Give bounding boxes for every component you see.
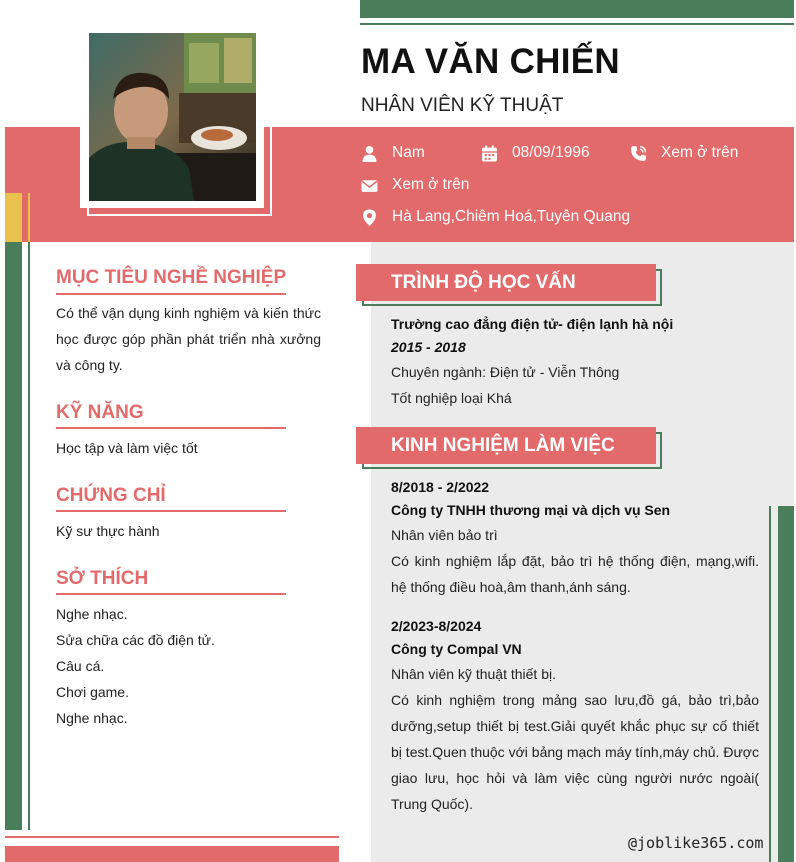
skills-rule xyxy=(56,427,286,429)
contact-email xyxy=(361,176,469,194)
job-title: NHÂN VIÊN KỸ THUẬT xyxy=(361,95,564,116)
phone-icon xyxy=(630,145,647,162)
contact-birthday xyxy=(481,144,590,162)
watermark: @joblike365.com xyxy=(628,834,764,852)
job-position: Nhân viên kỹ thuật thiết bị. xyxy=(391,666,556,682)
job-period: 8/2018 - 2/2022 xyxy=(391,479,490,495)
certificates-text: Kỹ sư thực hành xyxy=(56,523,160,539)
hobbies-rule xyxy=(56,593,286,595)
certificates-heading: CHỨNG CHỈ xyxy=(56,485,166,506)
left-green-bar xyxy=(5,242,22,830)
top-green-line xyxy=(360,23,794,25)
candidate-name: MA VĂN CHIẾN xyxy=(361,42,620,81)
job-description: Có kinh nghiệm lắp đặt, bảo trì hệ thống điện, mạng,wifi. hệ thống điều hoà,âm thanh,ánh sáng. xyxy=(391,553,759,595)
education-school: Trường cao đẳng điện tử- điện lạnh hà nội xyxy=(391,316,674,332)
top-green-bar xyxy=(360,0,794,18)
address-value: Hà Lang,Chiêm Hoá,Tuyên Quang xyxy=(392,208,631,225)
contact-address xyxy=(361,208,630,226)
job-company: Công ty Compal VN xyxy=(391,641,522,657)
bottom-red-bar xyxy=(5,846,339,862)
objective-rule xyxy=(56,293,286,295)
job-period: 2/2023-8/2024 xyxy=(391,618,482,634)
left-yellow-block xyxy=(5,193,22,242)
hobbies-heading: SỞ THÍCH xyxy=(56,568,149,589)
job-description: Có kinh nghiệm trong mảng sao lưu,đồ gá, bảo trì,bảo dưỡng,setup thiết bị test.Giải quyết khắc phục sự cố thiết bị test.Quen thuộc với bảng mạch máy tính,máy chủ. Được giao lưu, học hỏi và làm việc cùng người nước ngoài( Trung Quốc). xyxy=(391,692,759,812)
bottom-red-line xyxy=(5,836,339,838)
hobby-item: Nghe nhạc. xyxy=(56,710,128,726)
education-grade: Tốt nghiệp loại Khá xyxy=(391,390,512,406)
right-green-thin-line xyxy=(769,506,771,862)
contact-gender xyxy=(361,144,425,162)
left-yellow-thin-line xyxy=(28,193,30,242)
hobby-item: Câu cá. xyxy=(56,658,105,674)
birthday-value: 08/09/1996 xyxy=(512,144,590,161)
job-company: Công ty TNHH thương mại và dịch vụ Sen xyxy=(391,502,671,518)
hobby-item: Sửa chữa các đồ điện tử. xyxy=(56,632,215,648)
job-position: Nhân viên bảo trì xyxy=(391,527,498,543)
phone-value: Xem ở trên xyxy=(661,144,739,161)
user-icon xyxy=(361,145,378,162)
certificates-rule xyxy=(56,510,286,512)
objective-text: Có thể vận dụng kinh nghiệm và kiến thức học được góp phần phát triển nhà xưởng và công ty. xyxy=(56,305,321,373)
left-green-thin-line xyxy=(28,193,30,830)
education-major: Chuyên ngành: Điện tử - Viễn Thông xyxy=(391,364,620,380)
education-heading: TRÌNH ĐỘ HỌC VẤN xyxy=(356,264,656,301)
location-pin-icon xyxy=(361,209,378,226)
hobby-item: Nghe nhạc. xyxy=(56,606,128,622)
gender-value: Nam xyxy=(392,144,425,161)
envelope-icon xyxy=(361,177,378,194)
experience-heading: KINH NGHIỆM LÀM VIỆC xyxy=(356,427,656,464)
profile-photo xyxy=(89,33,256,201)
contact-phone xyxy=(630,144,738,162)
email-value: Xem ở trên xyxy=(392,176,470,193)
skills-text: Học tập và làm việc tốt xyxy=(56,440,198,456)
skills-heading: KỸ NĂNG xyxy=(56,402,144,423)
profile-photo-illustration xyxy=(89,33,256,201)
hobbies-list xyxy=(56,601,321,731)
objective-heading: MỤC TIÊU NGHỀ NGHIỆP xyxy=(56,267,287,288)
hobby-item: Chơi game. xyxy=(56,684,129,700)
education-period: 2015 - 2018 xyxy=(391,339,466,355)
right-green-bar xyxy=(778,506,794,862)
calendar-icon xyxy=(481,145,498,162)
